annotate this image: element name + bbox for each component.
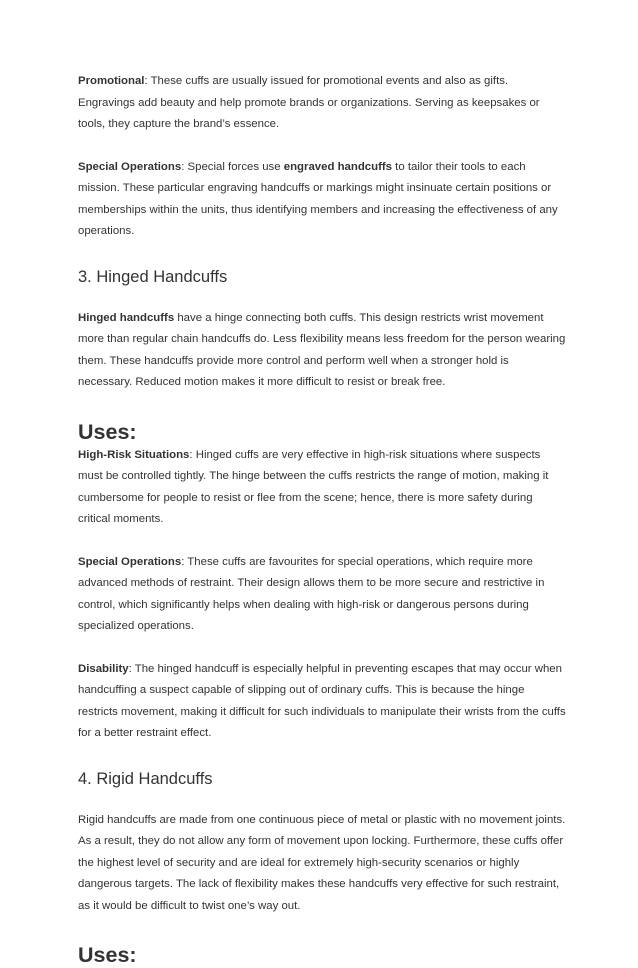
heading-uses-hinged: Uses: bbox=[78, 419, 137, 444]
term-hinged-handcuffs: Hinged handcuffs bbox=[78, 311, 175, 324]
paragraph-text: : These cuffs are usually issued for promotional events and also as gifts. Engravings add beauty and help promote brands or organizations. Serving as keepsakes or tools, they capture the brand’s essence. bbox=[78, 75, 540, 130]
paragraph-text: : The hinged handcuff is especially helpful in preventing escapes that may occur when handcuffing a suspect capable of slipping out of ordinary cuffs. This is because the hinge restricts movement, making it difficult for such individuals to manipulate their wrists from the cuffs for a better restraint effect. bbox=[78, 662, 566, 739]
paragraph-promotional bbox=[78, 71, 566, 136]
paragraph-text: : These cuffs are favourites for special operations, which require more advanced methods of restraint. Their design allows them to be more secure and restrictive in control, which significantly helps when dealing with high-risk or dangerous persons during specialized operations. bbox=[78, 555, 545, 632]
term-special-operations: Special Operations bbox=[78, 555, 182, 568]
heading-rigid-handcuffs: 4. Rigid Handcuffs bbox=[78, 769, 213, 788]
term-special-operations: Special Operations bbox=[78, 160, 182, 173]
term-disability: Disability bbox=[78, 662, 129, 675]
term-engraved-handcuffs: engraved handcuffs bbox=[283, 160, 392, 173]
document-page bbox=[78, 71, 566, 968]
paragraph-disability bbox=[78, 659, 566, 745]
paragraph-hinged-intro bbox=[78, 308, 566, 394]
paragraph-special-operations-hinged bbox=[78, 552, 566, 638]
paragraph-text: to tailor their tools to each mission. These particular engraving handcuffs or markings might insinuate certain positions or memberships within the units, thus identifying members and increasing the effectiveness of any operations. bbox=[78, 160, 558, 237]
heading-uses-rigid: Uses: bbox=[78, 943, 137, 967]
paragraph-text: Rigid handcuffs are made from one continuous piece of metal or plastic with no movement joints. As a result, they do not allow any form of movement upon locking. Furthermore, these cuffs offer the highest level of security and are ideal for extremely high-security scenarios or highly dangerous targets. The lack of flexibility makes these handcuffs very effective for such restraint, as it would be difficult to twist one’s way out. bbox=[78, 813, 566, 912]
paragraph-text: : Hinged cuffs are very effective in high-risk situations where suspects must be controlled tightly. The hinge between the cuffs restricts the range of motion, making it cumbersome for people to resist or flee from the scene; hence, there is more safety during critical moments. bbox=[78, 448, 549, 525]
term-high-risk-situations: High-Risk Situations bbox=[78, 448, 190, 461]
heading-hinged-handcuffs: 3. Hinged Handcuffs bbox=[78, 267, 228, 286]
term-promotional: Promotional bbox=[78, 75, 145, 87]
paragraph-text: have a hinge connecting both cuffs. This design restricts wrist movement more than regular chain handcuffs do. Less flexibility means less freedom for the person wearing them. These handcuffs provide more control and perform well when a stronger hold is necessary. Reduced motion makes it more difficult to resist or break free. bbox=[78, 311, 566, 388]
paragraph-text: : Special forces use bbox=[181, 160, 284, 173]
paragraph-high-risk bbox=[78, 445, 566, 531]
paragraph-special-operations-engraved bbox=[78, 157, 566, 243]
